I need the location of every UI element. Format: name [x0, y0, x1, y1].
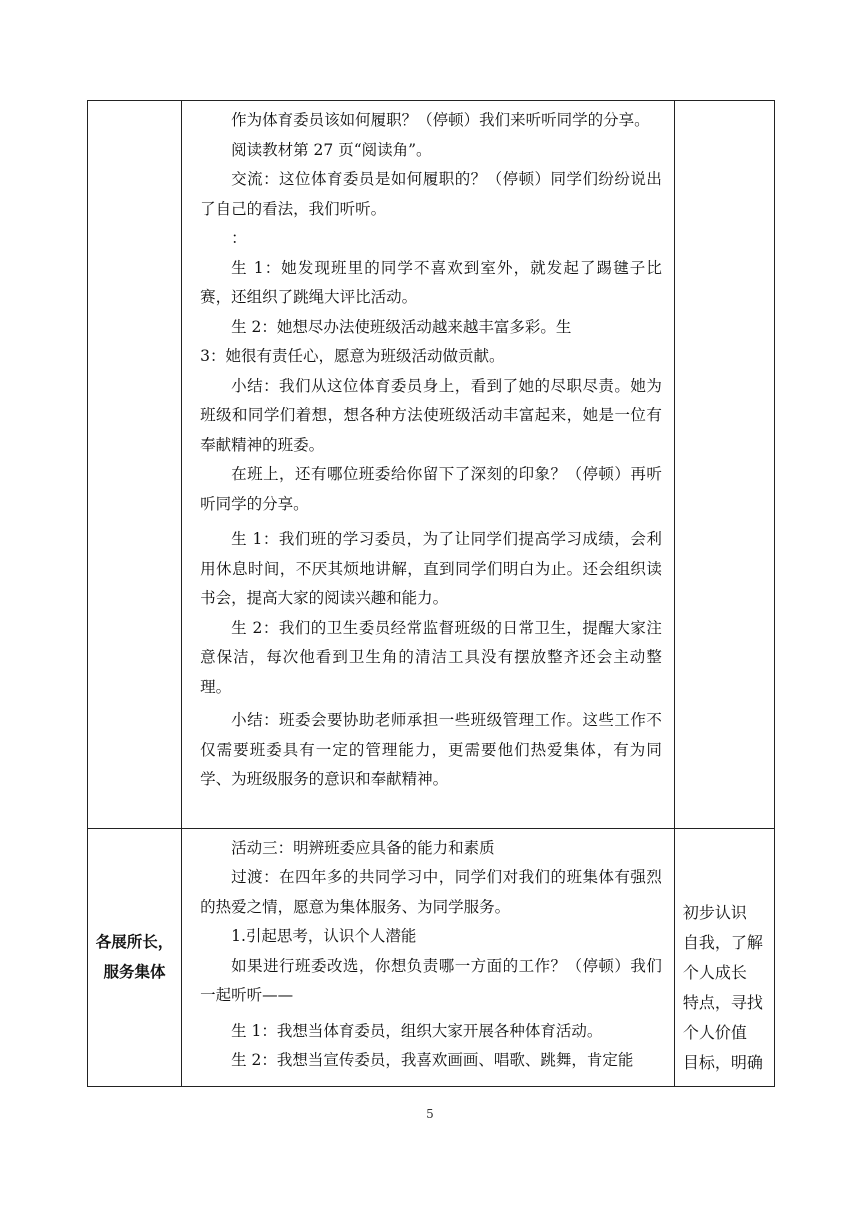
goal-line: 初步认识	[682, 903, 747, 923]
paragraph: 1.引起思考，认识个人潜能	[231, 927, 417, 946]
paragraph: 小结：我们从这位体育委员身上，看到了她的尽职尽责。她为班级和同学们着想，想各种方法使班级活动丰富起来，她是一位有奉献精神的班委。	[200, 376, 662, 454]
section-title-cell	[88, 101, 182, 829]
section-title-cell	[88, 828, 182, 1086]
paragraph: ：	[231, 229, 247, 247]
paragraph: 在班上，还有哪位班委给你留下了深刻的印象？（停顿）再听听同学的分享。	[200, 465, 662, 513]
paragraph: 交流：这位体育委员是如何履职的？（停顿）同学们纷纷说出了自己的看法，我们听听。	[200, 170, 662, 218]
paragraph: 作为体育委员该如何履职？（停顿）我们来听听同学的分享。	[231, 111, 650, 129]
table-row	[88, 828, 775, 1086]
paragraph: 小结：班委会要协助老师承担一些班级管理工作。这些工作不仅需要班委具有一定的管理能力，更需要他们热爱集体，有为同学、为班级服务的意识和奉献精神。	[200, 711, 662, 788]
table-row	[88, 101, 775, 829]
paragraph: 阅读教材第 27 页“阅读角”。	[231, 140, 432, 159]
goal-line: 目标，明确	[682, 1053, 763, 1073]
section-title-line: 服务集体	[103, 963, 166, 982]
paragraph: 生 1：她发现班里的同学不喜欢到室外，就发起了踢毽子比赛，还组织了跳绳大评比活动。	[200, 258, 662, 306]
paragraph: 活动三：明辨班委应具备的能力和素质	[231, 838, 495, 857]
paragraph: 3：她很有责任心，愿意为班级活动做贡献。	[200, 347, 505, 365]
paragraph: 生 1：我们班的学习委员，为了让同学们提高学习成绩，会利用休息时间，不厌其烦地讲解，直到同学们明白为止。还会组织读书会，提高大家的阅读兴趣和能力。	[200, 530, 662, 607]
paragraph: 生 2：我想当宣传委员，我喜欢画画、唱歌、跳舞，肯定能	[231, 1051, 634, 1070]
paragraph: 生 2：我们的卫生委员经常监督班级的日常卫生，提醒大家注意保洁，每次他看到卫生角的清洁工具没有摆放整齐还会主动整理。	[200, 618, 662, 696]
design-intent-cell	[674, 101, 774, 829]
lesson-plan-table	[87, 100, 775, 1087]
goal-line: 个人成长	[682, 963, 747, 983]
activity-content-cell	[182, 101, 675, 829]
paragraph: 如果进行班委改选，你想负责哪一方面的工作？（停顿）我们一起听听——	[200, 956, 662, 1005]
goal-line: 个人价值	[682, 1023, 747, 1043]
page-number: 5	[426, 1107, 434, 1121]
goal-line: 特点，寻找	[682, 993, 763, 1013]
section-title-line: 各展所长，	[95, 933, 174, 952]
paragraph: 过渡：在四年多的共同学习中，同学们对我们的班集体有强烈的热爱之情，愿意为集体服务、为同学服务。	[200, 868, 662, 916]
paragraph: 生 1：我想当体育委员，组织大家开展各种体育活动。	[231, 1021, 603, 1040]
paragraph: 生 2：她想尽办法使班级活动越来越丰富多彩。生	[231, 317, 572, 336]
activity-content-cell	[182, 828, 675, 1086]
goal-line: 自我，了解	[682, 933, 763, 953]
design-intent-cell	[674, 828, 774, 1086]
